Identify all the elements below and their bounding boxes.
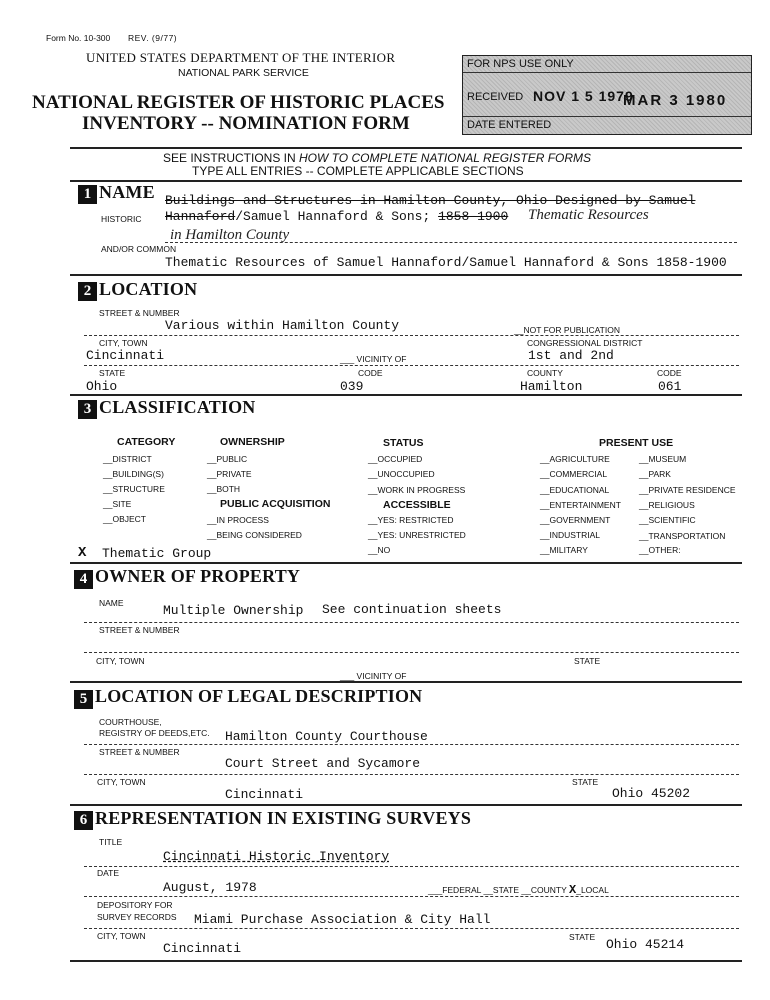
owner-street-label: STREET & NUMBER bbox=[99, 625, 180, 635]
checkbox-scientific[interactable]: __SCIENTIFIC bbox=[639, 515, 696, 525]
checkbox-public[interactable]: __PUBLIC bbox=[207, 454, 248, 464]
state-label: STATE bbox=[99, 368, 126, 378]
congressional-label: CONGRESSIONAL DISTRICT bbox=[527, 338, 643, 348]
divider bbox=[84, 622, 739, 623]
checkbox-work-in-progress[interactable]: __WORK IN PROGRESS bbox=[368, 485, 466, 495]
checkbox-site[interactable]: __SITE bbox=[103, 499, 132, 509]
present-use-header: PRESENT USE bbox=[599, 437, 674, 449]
state-value: Ohio bbox=[86, 379, 118, 394]
congressional-value: 1st and 2nd bbox=[528, 348, 614, 363]
divider bbox=[70, 960, 742, 962]
thematic-group-value: Thematic Group bbox=[102, 546, 212, 561]
checkbox-religious[interactable]: __RELIGIOUS bbox=[639, 500, 695, 510]
historic-name-line2: Hannaford/Samuel Hannaford & Sons; 1858-1900 bbox=[165, 209, 509, 224]
checkbox-park[interactable]: __PARK bbox=[639, 469, 671, 479]
checkbox-military[interactable]: __MILITARY bbox=[540, 545, 588, 555]
depository-value: Miami Purchase Association & City Hall bbox=[194, 912, 491, 927]
instructions-line2: TYPE ALL ENTRIES -- COMPLETE APPLICABLE SECTIONS bbox=[192, 164, 524, 178]
checkbox-government[interactable]: __GOVERNMENT bbox=[540, 515, 611, 525]
checkbox-object[interactable]: __OBJECT bbox=[103, 514, 146, 524]
section-title-name: NAME bbox=[99, 182, 155, 202]
divider bbox=[84, 866, 739, 867]
city-value: Cincinnati bbox=[86, 348, 165, 363]
historic-name-struck: Buildings and Structures in Hamilton County, Ohio Designed by Samuel bbox=[165, 193, 696, 208]
checkbox-yes-unrestricted[interactable]: __YES: UNRESTRICTED bbox=[368, 530, 466, 540]
courthouse-label: COURTHOUSE, bbox=[99, 717, 162, 727]
section-number: 1 bbox=[78, 185, 97, 204]
checkbox-district[interactable]: __DISTRICT bbox=[103, 454, 152, 464]
checkbox-agriculture[interactable]: __AGRICULTURE bbox=[540, 454, 610, 464]
survey-records-label: SURVEY RECORDS bbox=[97, 912, 177, 922]
checkbox-in-process[interactable]: __IN PROCESS bbox=[207, 515, 269, 525]
legal-state-label: STATE bbox=[572, 777, 599, 787]
section-title-legal-description: LOCATION OF LEGAL DESCRIPTION bbox=[95, 686, 423, 706]
divider bbox=[463, 72, 751, 73]
checkbox-private[interactable]: __PRIVATE bbox=[207, 469, 252, 479]
owner-name-label: NAME bbox=[99, 598, 124, 608]
received-stamp: NOV 1 5 1979 bbox=[533, 88, 634, 104]
nps-use-label: FOR NPS USE ONLY bbox=[467, 58, 574, 70]
survey-date-label: DATE bbox=[97, 868, 120, 878]
owner-city-label: CITY, TOWN bbox=[96, 656, 145, 666]
code-value: 039 bbox=[340, 379, 364, 394]
divider bbox=[463, 116, 751, 117]
legal-state-value: Ohio 45202 bbox=[612, 786, 691, 801]
status-header: STATUS bbox=[383, 437, 424, 449]
received-stamp-second: MAR 3 1980 bbox=[623, 92, 728, 109]
common-name-value: Thematic Resources of Samuel Hannaford/Samuel Hannaford & Sons 1858-1900 bbox=[165, 255, 727, 270]
historic-label: HISTORIC bbox=[101, 214, 142, 224]
checkbox-no[interactable]: __NO bbox=[368, 545, 391, 555]
instructions-line1: SEE INSTRUCTIONS IN HOW TO COMPLETE NATIONAL REGISTER FORMS bbox=[163, 151, 592, 165]
county-code-label: CODE bbox=[657, 368, 682, 378]
public-acquisition-header: PUBLIC ACQUISITION bbox=[220, 498, 331, 510]
divider bbox=[84, 652, 739, 653]
owner-name-value: Multiple Ownership bbox=[163, 603, 304, 618]
section-number: 6 bbox=[74, 811, 93, 830]
code-label: CODE bbox=[358, 368, 383, 378]
divider bbox=[84, 928, 739, 929]
form-subtitle: INVENTORY -- NOMINATION FORM bbox=[82, 113, 410, 134]
checkbox-entertainment[interactable]: __ENTERTAINMENT bbox=[540, 500, 621, 510]
section-title-owner: OWNER OF PROPERTY bbox=[95, 566, 301, 586]
section-title-location: LOCATION bbox=[99, 279, 198, 299]
form-number: Form No. 10-300 bbox=[46, 33, 111, 43]
street-value: Various within Hamilton County bbox=[165, 318, 400, 333]
checkbox-commercial[interactable]: __COMMERCIAL bbox=[540, 469, 608, 479]
handwritten-note: Thematic Resources bbox=[528, 207, 649, 223]
survey-title-value: Cincinnati Historic Inventory bbox=[163, 849, 390, 864]
ownership-header: OWNERSHIP bbox=[220, 436, 285, 448]
checkbox-both[interactable]: __BOTH bbox=[207, 484, 241, 494]
survey-level: ___FEDERAL __STATE __COUNTY X_LOCAL bbox=[428, 883, 609, 897]
survey-city-label: CITY, TOWN bbox=[97, 931, 146, 941]
legal-street-value: Court Street and Sycamore bbox=[225, 756, 421, 771]
survey-state-label: STATE bbox=[569, 932, 596, 942]
form-title: NATIONAL REGISTER OF HISTORIC PLACES bbox=[32, 92, 445, 113]
checkbox-museum[interactable]: __MUSEUM bbox=[639, 454, 687, 464]
county-code-value: 061 bbox=[658, 379, 682, 394]
divider bbox=[70, 180, 742, 182]
service-name: NATIONAL PARK SERVICE bbox=[178, 67, 309, 79]
vicinity-of: ___ VICINITY OF bbox=[340, 354, 407, 364]
checkbox-being-considered[interactable]: __BEING CONSIDERED bbox=[207, 530, 302, 540]
checkbox-occupied[interactable]: __OCCUPIED bbox=[368, 454, 423, 464]
divider bbox=[84, 774, 739, 775]
checkbox-buildings[interactable]: __BUILDING(S) bbox=[103, 469, 164, 479]
checkbox-private-residence[interactable]: __PRIVATE RESIDENCE bbox=[639, 485, 736, 495]
divider bbox=[84, 335, 739, 336]
county-value: Hamilton bbox=[520, 379, 583, 394]
city-label: CITY, TOWN bbox=[99, 338, 148, 348]
county-label: COUNTY bbox=[527, 368, 563, 378]
checkbox-other[interactable]: __OTHER: bbox=[639, 545, 681, 555]
common-label: AND/OR COMMON bbox=[101, 244, 177, 254]
legal-city-value: Cincinnati bbox=[225, 787, 304, 802]
divider bbox=[70, 804, 742, 806]
divider bbox=[165, 242, 737, 243]
form-revision: REV. (9/77) bbox=[128, 33, 178, 43]
divider bbox=[84, 896, 739, 897]
checkbox-transportation[interactable]: __TRANSPORTATION bbox=[639, 531, 726, 541]
street-label: STREET & NUMBER bbox=[99, 308, 180, 318]
received-label: RECEIVED bbox=[467, 91, 524, 103]
survey-state-value: Ohio 45214 bbox=[606, 937, 685, 952]
checkbox-structure[interactable]: __STRUCTURE bbox=[103, 484, 165, 494]
owner-state-label: STATE bbox=[574, 656, 601, 666]
checkbox-educational[interactable]: __EDUCATIONAL bbox=[540, 485, 610, 495]
checkbox-industrial[interactable]: __INDUSTRIAL bbox=[540, 530, 600, 540]
section-number: 3 bbox=[78, 400, 97, 419]
section-number: 4 bbox=[74, 570, 93, 589]
depository-label: DEPOSITORY FOR bbox=[97, 900, 173, 910]
survey-city-value: Cincinnati bbox=[163, 941, 242, 956]
divider bbox=[70, 562, 742, 564]
section-title-surveys: REPRESENTATION IN EXISTING SURVEYS bbox=[95, 808, 472, 828]
owner-vicinity-of: ___ VICINITY OF bbox=[340, 671, 407, 681]
divider bbox=[84, 744, 739, 745]
date-entered-label: DATE ENTERED bbox=[467, 119, 552, 131]
divider bbox=[70, 394, 742, 396]
thematic-check-mark: X bbox=[78, 545, 87, 561]
section-number: 5 bbox=[74, 690, 93, 709]
checkbox-unoccupied[interactable]: __UNOCCUPIED bbox=[368, 469, 435, 479]
accessible-header: ACCESSIBLE bbox=[383, 499, 451, 511]
nps-use-box bbox=[462, 55, 752, 135]
department-name: UNITED STATES DEPARTMENT OF THE INTERIOR bbox=[86, 50, 396, 65]
registry-label: REGISTRY OF DEEDS,ETC. bbox=[99, 728, 210, 738]
legal-street-label: STREET & NUMBER bbox=[99, 747, 180, 757]
legal-city-label: CITY, TOWN bbox=[97, 777, 146, 787]
handwritten-note-2: in Hamilton County bbox=[170, 227, 290, 243]
survey-date-value: August, 1978 bbox=[163, 880, 257, 895]
checkbox-yes-restricted[interactable]: __YES: RESTRICTED bbox=[368, 515, 454, 525]
category-header: CATEGORY bbox=[117, 436, 176, 448]
survey-title-label: TITLE bbox=[99, 837, 123, 847]
not-for-publication: __NOT FOR PUBLICATION bbox=[514, 325, 620, 335]
section-number: 2 bbox=[78, 282, 97, 301]
divider bbox=[70, 274, 742, 276]
divider bbox=[84, 365, 739, 366]
divider bbox=[70, 681, 742, 683]
divider bbox=[70, 147, 742, 149]
owner-note: See continuation sheets bbox=[322, 602, 502, 617]
courthouse-value: Hamilton County Courthouse bbox=[225, 729, 428, 744]
section-title-classification: CLASSIFICATION bbox=[99, 397, 256, 417]
